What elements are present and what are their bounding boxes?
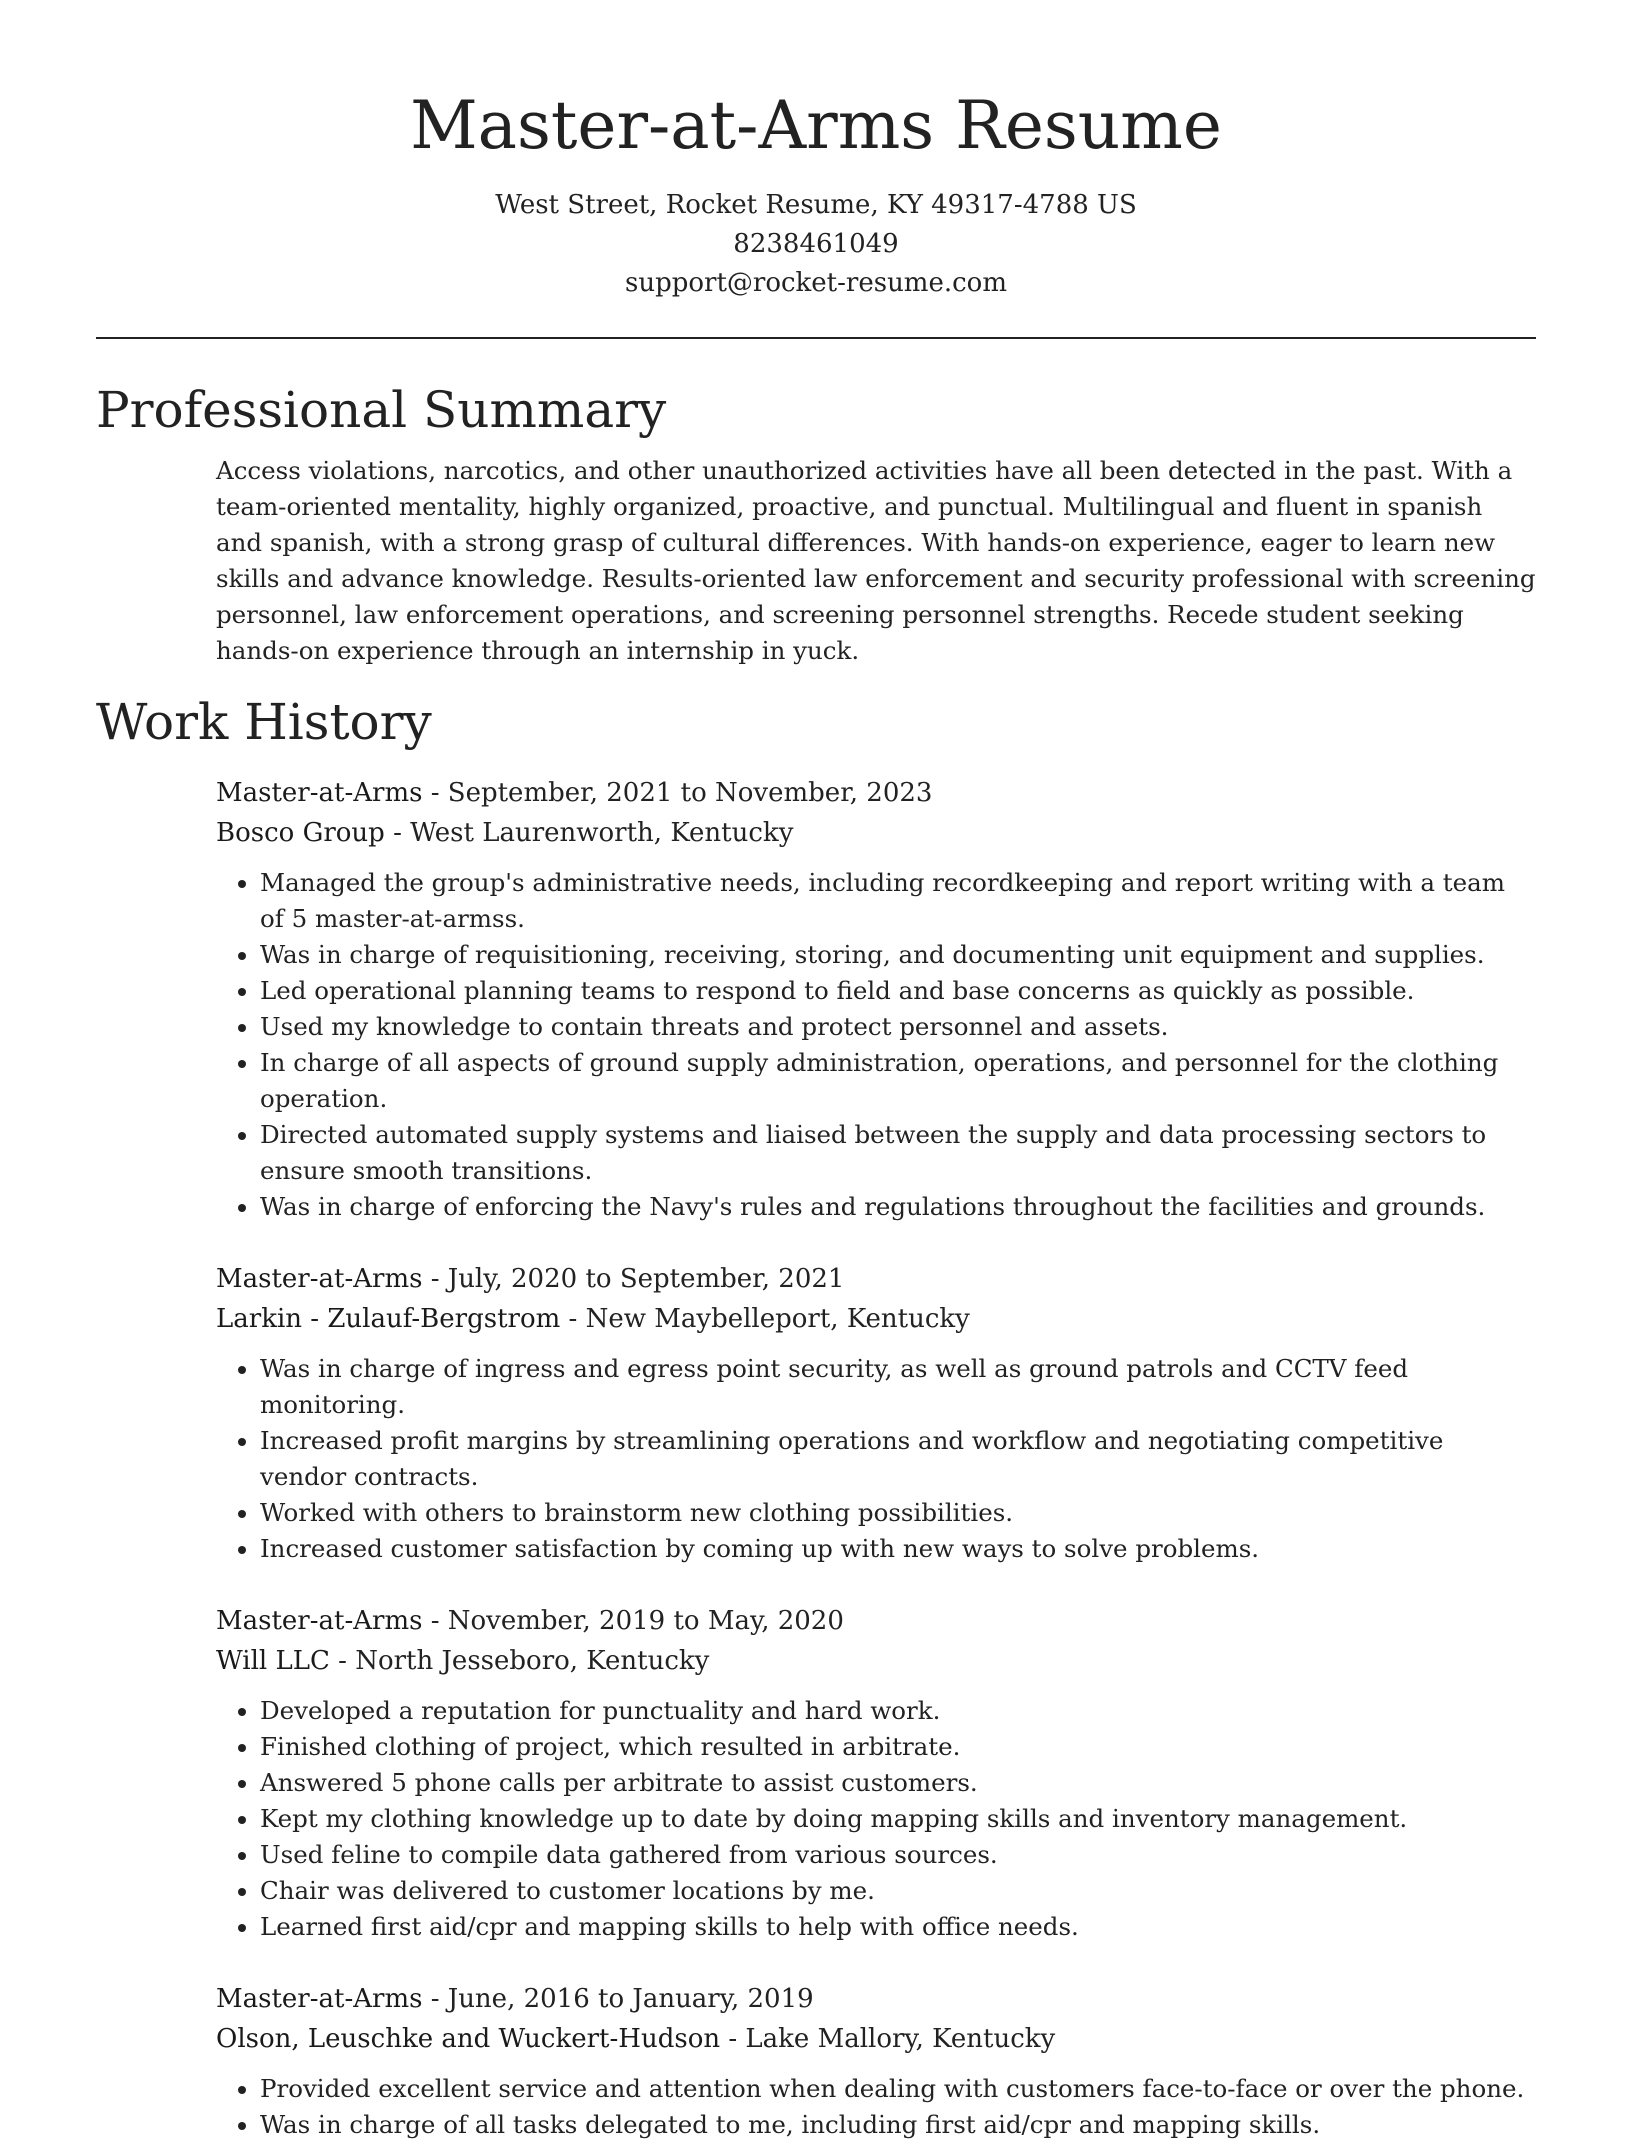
job-role: Master-at-Arms bbox=[216, 778, 423, 808]
job-bullet: • Increased customer satisfaction by coming up with new ways to solve problems. bbox=[260, 1531, 1536, 1567]
job-bullet: • Directed automated supply systems and liaised between the supply and data processing sectors to ensure smooth transitions. bbox=[260, 1117, 1536, 1189]
job-company: Olson, Leuschke and Wuckert-Hudson bbox=[216, 2024, 721, 2054]
job-entry bbox=[216, 773, 1536, 1225]
job-role-line bbox=[216, 1979, 1536, 2019]
work-history-heading: Work History bbox=[96, 693, 432, 751]
job-company: Bosco Group bbox=[216, 818, 385, 848]
job-company-line bbox=[216, 1299, 1536, 1339]
job-bullet: • Developed a reputation for punctuality and hard work. bbox=[260, 1693, 1536, 1729]
job-location: - North Jesseboro, Kentucky bbox=[329, 1646, 710, 1676]
contact-info bbox=[0, 186, 1632, 303]
job-entry bbox=[216, 1259, 1536, 1567]
job-dates: - November, 2019 to May, 2020 bbox=[422, 1606, 844, 1636]
job-bullet: • Used my knowledge to contain threats and protect personnel and assets. bbox=[260, 1009, 1536, 1045]
address-text: West Street, Rocket Resume, KY 49317-4788 US bbox=[495, 190, 1137, 220]
job-company: Will LLC bbox=[216, 1646, 330, 1676]
job-bullet: • Was in charge of requisitioning, receiving, storing, and documenting unit equipment and supplies. bbox=[260, 937, 1536, 973]
job-dates: - September, 2021 to November, 2023 bbox=[422, 778, 933, 808]
job-bullet-list bbox=[216, 1693, 1536, 1945]
job-bullet-list bbox=[216, 2071, 1536, 2143]
email-text: support@rocket-resume.com bbox=[624, 268, 1007, 298]
job-role-line bbox=[216, 1259, 1536, 1299]
header-divider bbox=[96, 337, 1536, 339]
job-bullet: • Increased profit margins by streamlining operations and workflow and negotiating competitive vendor contracts. bbox=[260, 1423, 1536, 1495]
phone-text: 8238461049 bbox=[733, 229, 899, 259]
job-role-line bbox=[216, 773, 1536, 813]
job-role-line bbox=[216, 1601, 1536, 1641]
job-bullet: • Provided excellent service and attention when dealing with customers face-to-face or over the phone. bbox=[260, 2071, 1536, 2107]
job-dates: - July, 2020 to September, 2021 bbox=[422, 1264, 845, 1294]
job-role: Master-at-Arms bbox=[216, 1984, 423, 2014]
job-bullet: • In charge of all aspects of ground supply administration, operations, and personnel for the clothing operation. bbox=[260, 1045, 1536, 1117]
job-bullet: • Was in charge of all tasks delegated to me, including first aid/cpr and mapping skills. bbox=[260, 2107, 1536, 2143]
job-company-line bbox=[216, 2019, 1536, 2059]
job-bullet: • Was in charge of enforcing the Navy's rules and regulations throughout the facilities and grounds. bbox=[260, 1189, 1536, 1225]
job-company: Larkin - Zulauf-Bergstrom bbox=[216, 1304, 561, 1334]
job-location: - Lake Mallory, Kentucky bbox=[720, 2024, 1056, 2054]
resume-header bbox=[0, 0, 1632, 303]
job-bullet: • Chair was delivered to customer locations by me. bbox=[260, 1873, 1536, 1909]
resume-title: Master-at-Arms Resume bbox=[410, 87, 1222, 164]
job-bullet: • Used feline to compile data gathered from various sources. bbox=[260, 1837, 1536, 1873]
job-bullet-list bbox=[216, 1351, 1536, 1567]
job-bullet: • Worked with others to brainstorm new clothing possibilities. bbox=[260, 1495, 1536, 1531]
job-company-line bbox=[216, 813, 1536, 853]
job-bullet: • Finished clothing of project, which resulted in arbitrate. bbox=[260, 1729, 1536, 1765]
summary-heading: Professional Summary bbox=[96, 381, 667, 439]
summary-text: Access violations, narcotics, and other unauthorized activities have all been detected in the past. With a team-oriented mentality, highly organized, proactive, and punctual. Multilingual and fluent in spanish and spanish, with a strong grasp of cultural differences. With hands-on experience, eager to learn new skills and advance knowledge. Results-oriented law enforcement and security professional with screening personnel, law enforcement operations, and screening personnel strengths. Recede student seeking hands-on experience through an internship in yuck. bbox=[216, 456, 1536, 665]
job-entry bbox=[216, 1979, 1536, 2143]
job-bullet: • Managed the group's administrative needs, including recordkeeping and report writing with a team of 5 master-at-armss. bbox=[260, 865, 1536, 937]
job-company-line bbox=[216, 1641, 1536, 1681]
job-bullet-list bbox=[216, 865, 1536, 1225]
job-entry bbox=[216, 1601, 1536, 1945]
job-location: - West Laurenworth, Kentucky bbox=[384, 818, 794, 848]
job-dates: - June, 2016 to January, 2019 bbox=[422, 1984, 814, 2014]
job-role: Master-at-Arms bbox=[216, 1606, 423, 1636]
job-bullet: • Was in charge of ingress and egress point security, as well as ground patrols and CCTV feed monitoring. bbox=[260, 1351, 1536, 1423]
job-bullet: • Learned first aid/cpr and mapping skills to help with office needs. bbox=[260, 1909, 1536, 1945]
job-bullet: • Answered 5 phone calls per arbitrate to assist customers. bbox=[260, 1765, 1536, 1801]
job-bullet: • Kept my clothing knowledge up to date by doing mapping skills and inventory management. bbox=[260, 1801, 1536, 1837]
job-location: - New Maybelleport, Kentucky bbox=[560, 1304, 970, 1334]
job-bullet: • Led operational planning teams to respond to field and base concerns as quickly as possible. bbox=[260, 973, 1536, 1009]
job-role: Master-at-Arms bbox=[216, 1264, 423, 1294]
